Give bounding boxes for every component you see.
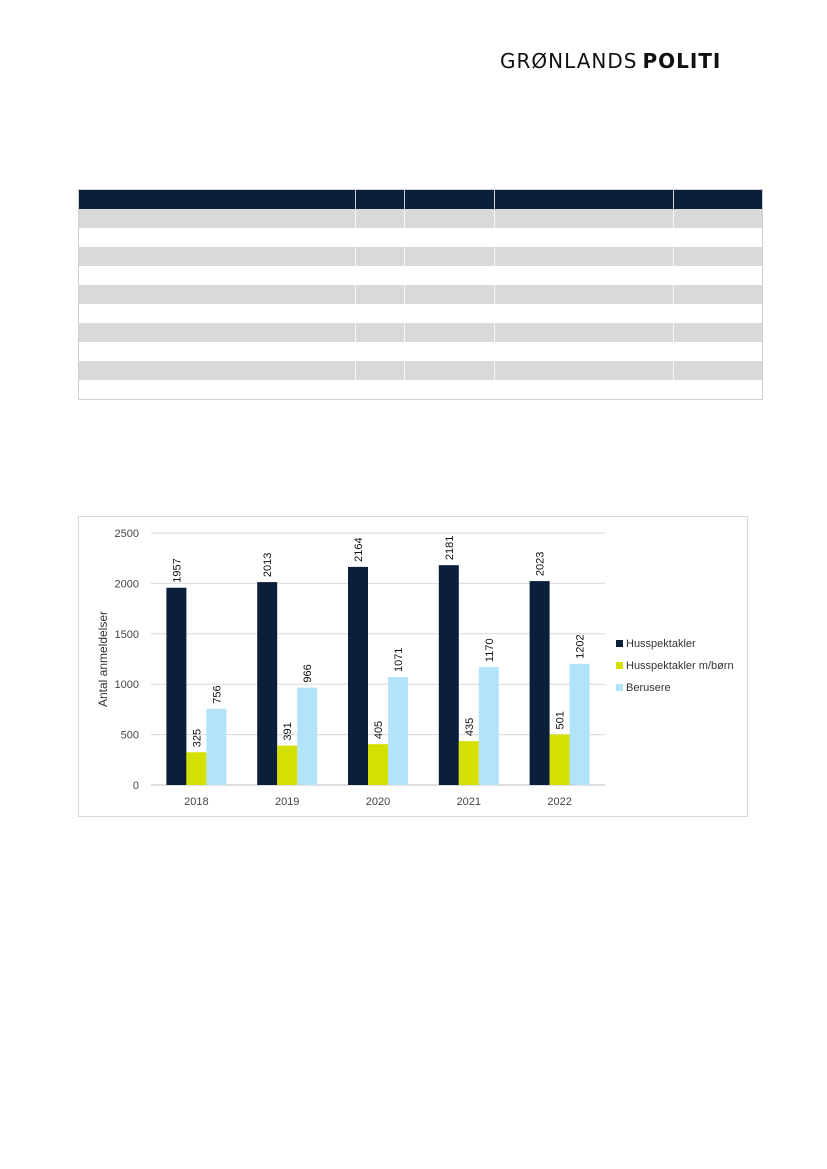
legend-swatch <box>616 684 623 691</box>
y-axis-label: Antal anmeldelser <box>96 610 110 708</box>
y-tick-label: 1000 <box>114 679 139 692</box>
x-tick-label: 2018 <box>184 796 209 808</box>
data-label: 1071 <box>393 647 405 673</box>
bar <box>186 752 206 785</box>
logo-text-bold: POLITI <box>642 49 722 73</box>
bar <box>277 746 297 785</box>
legend-label: Berusere <box>626 682 671 694</box>
table-row <box>79 342 762 361</box>
bar <box>439 565 459 785</box>
table-row <box>79 285 762 304</box>
chart-svg <box>79 517 749 818</box>
table-row <box>79 304 762 323</box>
bar <box>257 582 277 785</box>
data-table <box>78 189 763 400</box>
table-column-divider <box>673 190 674 399</box>
data-label: 966 <box>302 664 315 683</box>
bar <box>368 744 388 785</box>
table-row <box>79 380 762 399</box>
data-label: 1202 <box>574 634 587 659</box>
y-tick-label: 2500 <box>114 528 139 540</box>
bar <box>550 734 570 785</box>
x-tick-label: 2021 <box>456 796 482 808</box>
table-row <box>79 247 762 266</box>
x-tick-label: 2020 <box>365 796 391 808</box>
legend-swatch <box>616 662 623 669</box>
data-label: 2164 <box>353 537 365 562</box>
x-tick-label: 2019 <box>274 796 300 808</box>
data-label: 391 <box>282 722 295 741</box>
bar-chart <box>78 516 748 817</box>
data-label: 325 <box>191 728 204 748</box>
legend-label: Husspektakler m/børn <box>626 660 734 672</box>
logo-text-light: GRØNLANDS <box>500 49 638 73</box>
data-label: 756 <box>211 685 224 704</box>
table-row <box>79 361 762 380</box>
bar <box>166 588 186 785</box>
table-column-divider <box>494 190 495 399</box>
data-label: 2013 <box>262 552 275 578</box>
data-label: 501 <box>554 711 567 730</box>
table-row <box>79 266 762 285</box>
bar <box>297 688 317 785</box>
bar <box>388 677 408 785</box>
table-header <box>79 190 762 209</box>
data-label: 435 <box>463 717 476 737</box>
bar <box>348 567 368 785</box>
data-label: 1957 <box>171 558 184 583</box>
bar <box>459 741 479 785</box>
bar <box>479 667 499 785</box>
y-tick-label: 500 <box>120 729 139 742</box>
table-column-divider <box>355 190 356 399</box>
logo <box>500 49 721 73</box>
data-label: 405 <box>373 720 385 740</box>
legend-swatch <box>616 640 623 647</box>
data-label: 1170 <box>483 638 496 663</box>
table-column-divider <box>404 190 405 399</box>
y-tick-label: 0 <box>132 780 139 792</box>
bar <box>206 709 226 785</box>
y-tick-label: 1500 <box>114 628 139 641</box>
legend-label: Husspektakler <box>626 638 696 650</box>
table-row <box>79 323 762 342</box>
bar <box>530 581 550 785</box>
data-label: 2023 <box>534 551 547 577</box>
data-label: 2181 <box>443 535 456 561</box>
y-tick-label: 2000 <box>114 578 139 591</box>
x-tick-label: 2022 <box>547 796 572 808</box>
bar <box>570 664 590 785</box>
table-row <box>79 209 762 228</box>
table-row <box>79 228 762 247</box>
